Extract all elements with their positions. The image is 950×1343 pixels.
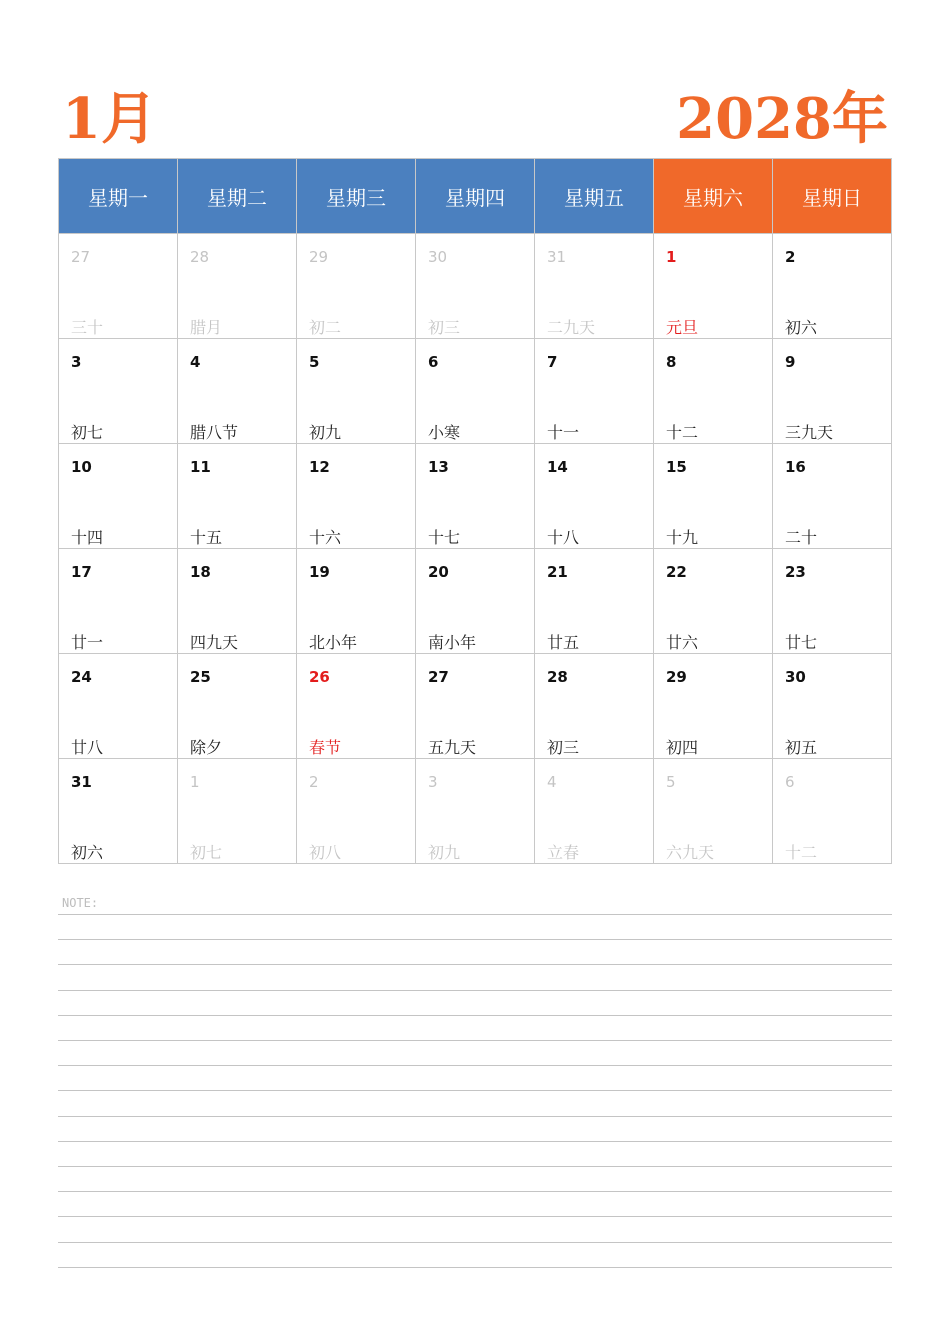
lunar-label: 十一 xyxy=(547,423,580,442)
day-cell[interactable] xyxy=(59,654,178,759)
lunar-label: 廿六 xyxy=(666,633,699,652)
day-cell[interactable] xyxy=(178,549,297,654)
lunar-label: 二九天 xyxy=(547,318,596,337)
lunar-label: 初六 xyxy=(785,318,818,337)
day-number: 1 xyxy=(190,773,200,791)
day-cell[interactable] xyxy=(178,444,297,549)
day-number: 10 xyxy=(71,458,92,476)
day-cell[interactable] xyxy=(535,234,654,339)
day-number: 5 xyxy=(666,773,676,791)
day-number: 27 xyxy=(428,668,449,686)
year-title: 2028年 xyxy=(676,86,888,152)
lunar-label: 十二 xyxy=(666,423,699,442)
day-number: 3 xyxy=(428,773,438,791)
lunar-label: 初八 xyxy=(309,843,342,862)
lunar-label: 南小年 xyxy=(428,633,477,652)
lunar-label: 十八 xyxy=(547,528,580,547)
day-number: 20 xyxy=(428,563,449,581)
day-cell[interactable] xyxy=(654,339,773,444)
lunar-label: 初二 xyxy=(309,318,342,337)
day-number: 31 xyxy=(547,248,567,266)
day-number: 22 xyxy=(666,563,687,581)
lunar-label: 初三 xyxy=(428,318,461,337)
lunar-label: 三十 xyxy=(71,318,104,337)
day-cell[interactable] xyxy=(178,759,297,864)
day-number: 16 xyxy=(785,458,806,476)
lunar-label: 初四 xyxy=(666,738,699,757)
lunar-label: 腊八节 xyxy=(190,423,239,442)
day-cell[interactable] xyxy=(297,234,416,339)
lunar-label: 二十 xyxy=(785,528,818,547)
week-row xyxy=(59,234,892,339)
day-number: 1 xyxy=(666,248,677,266)
lunar-label: 除夕 xyxy=(190,738,223,757)
week-row xyxy=(59,654,892,759)
day-number: 4 xyxy=(547,773,557,791)
day-cell[interactable] xyxy=(297,444,416,549)
day-number: 8 xyxy=(666,353,677,371)
day-cell[interactable] xyxy=(773,234,892,339)
day-cell[interactable] xyxy=(654,654,773,759)
day-cell[interactable] xyxy=(416,444,535,549)
day-number: 13 xyxy=(428,458,449,476)
lunar-label: 立春 xyxy=(547,843,580,862)
day-cell[interactable] xyxy=(59,759,178,864)
day-number: 19 xyxy=(309,563,330,581)
lunar-label: 初七 xyxy=(71,423,104,442)
weekday-header-sun: 星期日 xyxy=(773,159,892,234)
day-number: 2 xyxy=(309,773,319,791)
day-cell[interactable] xyxy=(297,549,416,654)
day-cell[interactable] xyxy=(178,654,297,759)
day-cell[interactable] xyxy=(416,654,535,759)
lunar-label: 三九天 xyxy=(785,423,834,442)
day-number: 28 xyxy=(190,248,210,266)
day-number: 17 xyxy=(71,563,92,581)
note-line[interactable] xyxy=(58,1040,892,1041)
lunar-label: 十九 xyxy=(666,528,699,547)
lunar-label: 十二 xyxy=(785,843,818,862)
day-cell[interactable] xyxy=(535,444,654,549)
lunar-label: 十五 xyxy=(190,528,223,547)
day-number: 11 xyxy=(190,458,211,476)
day-cell[interactable] xyxy=(773,444,892,549)
lunar-label: 初七 xyxy=(190,843,223,862)
day-cell[interactable] xyxy=(773,549,892,654)
weekday-header-thu: 星期四 xyxy=(416,159,535,234)
note-line[interactable] xyxy=(58,1242,892,1243)
day-cell[interactable] xyxy=(535,339,654,444)
day-cell[interactable] xyxy=(59,234,178,339)
day-cell[interactable] xyxy=(59,339,178,444)
note-line[interactable] xyxy=(58,1267,892,1268)
day-cell[interactable] xyxy=(654,444,773,549)
day-cell[interactable] xyxy=(773,654,892,759)
week-row xyxy=(59,339,892,444)
note-label: NOTE: xyxy=(62,896,99,910)
lunar-label: 初五 xyxy=(785,738,818,757)
day-number: 4 xyxy=(190,353,201,371)
day-number: 23 xyxy=(785,563,806,581)
day-cell[interactable] xyxy=(535,759,654,864)
week-row xyxy=(59,444,892,549)
lunar-label: 元旦 xyxy=(666,318,699,337)
weekday-header-sat: 星期六 xyxy=(654,159,773,234)
day-number: 15 xyxy=(666,458,687,476)
weekday-header-tue: 星期二 xyxy=(178,159,297,234)
day-number: 27 xyxy=(71,248,91,266)
lunar-label: 初九 xyxy=(309,423,342,442)
day-number: 6 xyxy=(428,353,439,371)
day-cell[interactable] xyxy=(178,339,297,444)
lunar-label: 四九天 xyxy=(190,633,239,652)
lunar-label: 十四 xyxy=(71,528,104,547)
day-cell[interactable] xyxy=(178,234,297,339)
week-row xyxy=(59,759,892,864)
day-cell[interactable] xyxy=(59,549,178,654)
day-cell[interactable] xyxy=(416,234,535,339)
note-line[interactable] xyxy=(58,1065,892,1066)
weekday-header-wed: 星期三 xyxy=(297,159,416,234)
note-line[interactable] xyxy=(58,1116,892,1117)
lunar-label: 五九天 xyxy=(428,738,477,757)
day-number: 26 xyxy=(309,668,330,686)
month-title: 1月 xyxy=(62,86,157,152)
lunar-label: 廿五 xyxy=(547,633,580,652)
lunar-label: 初三 xyxy=(547,738,580,757)
day-cell[interactable] xyxy=(773,759,892,864)
lunar-label: 廿一 xyxy=(71,633,104,652)
day-number: 5 xyxy=(309,353,320,371)
day-number: 29 xyxy=(309,248,329,266)
day-cell[interactable] xyxy=(416,759,535,864)
day-number: 14 xyxy=(547,458,568,476)
day-number: 9 xyxy=(785,353,796,371)
day-number: 3 xyxy=(71,353,82,371)
day-number: 28 xyxy=(547,668,568,686)
day-cell[interactable] xyxy=(297,759,416,864)
week-row xyxy=(59,549,892,654)
weekday-header-row xyxy=(59,159,892,234)
lunar-label: 六九天 xyxy=(666,843,715,862)
day-cell[interactable] xyxy=(416,549,535,654)
lunar-label: 廿七 xyxy=(785,633,818,652)
day-number: 6 xyxy=(785,773,795,791)
day-cell[interactable] xyxy=(535,654,654,759)
lunar-label: 初六 xyxy=(71,843,104,862)
weekday-header-mon: 星期一 xyxy=(59,159,178,234)
day-number: 2 xyxy=(785,248,796,266)
day-cell[interactable] xyxy=(59,444,178,549)
day-number: 30 xyxy=(428,248,448,266)
note-line[interactable] xyxy=(58,1191,892,1192)
weekday-header-fri: 星期五 xyxy=(535,159,654,234)
day-cell[interactable] xyxy=(416,339,535,444)
note-line[interactable] xyxy=(58,1141,892,1142)
lunar-label: 十七 xyxy=(428,528,461,547)
lunar-label: 小寒 xyxy=(428,423,461,442)
day-number: 30 xyxy=(785,668,806,686)
day-cell[interactable] xyxy=(297,339,416,444)
day-cell[interactable] xyxy=(654,549,773,654)
day-number: 25 xyxy=(190,668,211,686)
day-number: 7 xyxy=(547,353,558,371)
note-line[interactable] xyxy=(58,1015,892,1016)
day-number: 29 xyxy=(666,668,687,686)
lunar-label: 廿八 xyxy=(71,738,104,757)
lunar-label: 春节 xyxy=(309,738,342,757)
lunar-label: 北小年 xyxy=(309,633,358,652)
lunar-label: 腊月 xyxy=(190,318,223,337)
lunar-label: 十六 xyxy=(309,528,342,547)
day-number: 18 xyxy=(190,563,211,581)
calendar-grid xyxy=(58,158,892,864)
day-cell[interactable] xyxy=(654,234,773,339)
lunar-label: 初九 xyxy=(428,843,461,862)
day-number: 31 xyxy=(71,773,92,791)
note-line[interactable] xyxy=(58,1216,892,1217)
note-line[interactable] xyxy=(58,1166,892,1167)
note-line[interactable] xyxy=(58,990,892,991)
day-cell[interactable] xyxy=(654,759,773,864)
day-cell[interactable] xyxy=(773,339,892,444)
note-line[interactable] xyxy=(58,914,892,915)
note-line[interactable] xyxy=(58,939,892,940)
day-cell[interactable] xyxy=(297,654,416,759)
note-line[interactable] xyxy=(58,964,892,965)
day-number: 21 xyxy=(547,563,568,581)
day-number: 12 xyxy=(309,458,330,476)
day-number: 24 xyxy=(71,668,92,686)
day-cell[interactable] xyxy=(535,549,654,654)
note-line[interactable] xyxy=(58,1090,892,1091)
